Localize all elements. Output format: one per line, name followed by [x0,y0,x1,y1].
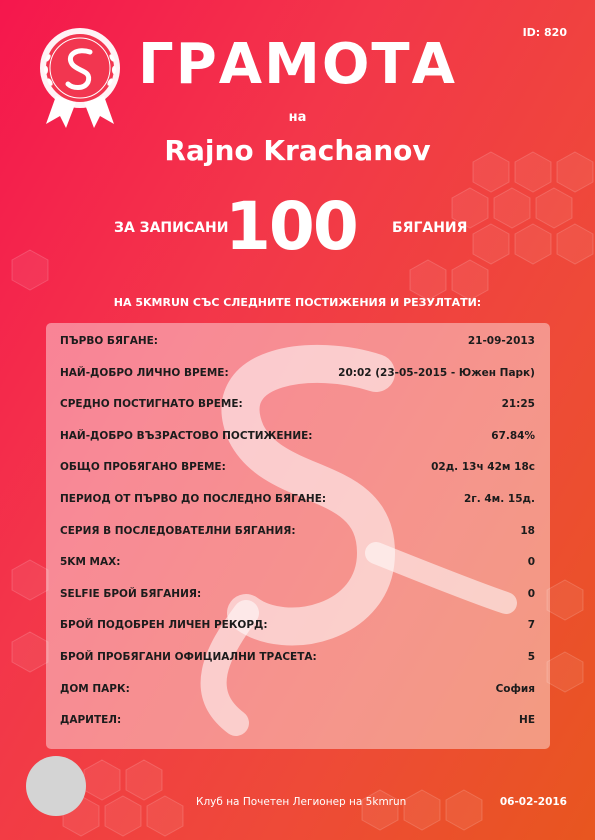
achievements-subtitle: НА 5KMRUN СЪС СЛЕДНИТЕ ПОСТИЖЕНИЯ И РЕЗУЛТАТИ: [113,296,482,309]
stat-value: София [495,682,535,695]
stat-value: 02д. 13ч 42м 18с [431,461,535,474]
stat-value: 7 [527,619,535,632]
run-count-suffix: БЯГАНИЯ [392,220,468,236]
stat-row [60,673,535,705]
stat-label: ДОМ ПАРК: [60,682,130,695]
stat-row [60,451,535,483]
stat-value: 0 [527,556,535,569]
stat-row [60,357,535,389]
stat-label: ПЕРИОД ОТ ПЪРВО ДО ПОСЛЕДНО БЯГАНЕ: [60,493,327,505]
stat-row [60,483,535,515]
stat-label: НАЙ-ДОБРО ВЪЗРАСТОВО ПОСТИЖЕНИЕ: [60,429,313,442]
stat-row [60,546,535,578]
stat-label: БРОЙ ПОДОБРЕН ЛИЧЕН РЕКОРД: [60,619,268,632]
stat-row [60,578,535,610]
stat-value: 18 [520,524,535,537]
stat-row [60,325,535,357]
stats-table [46,323,550,749]
stat-label: ОБЩО ПРОБЯГАНО ВРЕМЕ: [60,461,226,474]
stat-label: ДАРИТЕЛ: [60,714,122,727]
stat-row [60,388,535,420]
recipient-name: Rajno Krachanov [164,134,431,167]
stat-row [60,609,535,641]
issue-date: 06-02-2016 [499,796,567,808]
title-connector: на [288,110,307,125]
stat-value: 21:25 [501,398,535,411]
stat-value: 67.84% [491,429,535,442]
certificate-id: ID: 820 [522,26,567,39]
stat-row [60,704,535,736]
club-name: Клуб на Почетен Легионер на 5kmrun [196,796,407,808]
stat-value: 21-09-2013 [467,335,535,347]
stat-row [60,641,535,673]
stat-value: 20:02 (23-05-2015 - Южен Парк) [338,366,535,379]
run-count-prefix: ЗА ЗАПИСАНИ [114,220,229,236]
stat-label: БРОЙ ПРОБЯГАНИ ОФИЦИАЛНИ ТРАСЕТА: [60,651,317,663]
stat-value: 0 [527,587,535,600]
stat-value: 2г. 4м. 15д. [463,493,535,505]
stamp-seal [26,756,86,816]
stat-label: НАЙ-ДОБРО ЛИЧНО ВРЕМЕ: [60,366,229,379]
certificate-title: ГРАМОТА [138,32,457,97]
stat-row [60,515,535,547]
run-count-line [0,188,595,268]
stat-value: НЕ [519,714,535,727]
stat-label: СЕРИЯ В ПОСЛЕДОВАТЕЛНИ БЯГАНИЯ: [60,524,296,537]
stat-label: СРЕДНО ПОСТИГНАТО ВРЕМЕ: [60,398,243,411]
run-count-value: 100 [225,188,357,265]
stat-value: 5 [527,651,535,663]
stat-row [60,420,535,452]
stat-label: ПЪРВО БЯГАНЕ: [60,335,158,347]
stat-label: SELFIE БРОЙ БЯГАНИЯ: [60,587,202,600]
stat-label: 5KM MAX: [60,556,121,569]
